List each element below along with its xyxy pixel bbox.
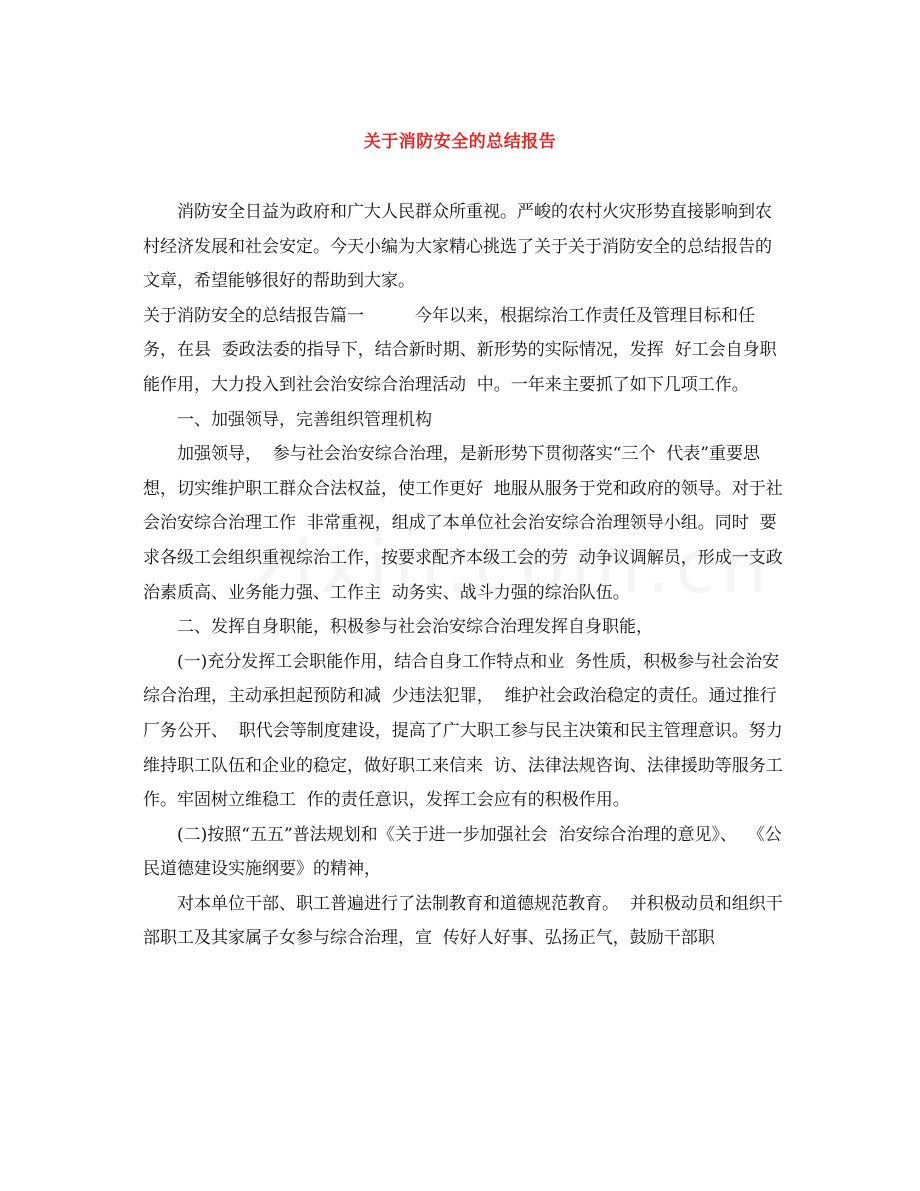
paragraph-leadership: 加强领导， 参与社会治安综合治理，是新形势下贯彻落实“三个 代表”重要思想，切实维护职工群众合法权益，使工作更好 地服从服务于党和政府的领导。对于社会治安综合治理工作 非常重视，组成了本单位社会治安综合治理领导小组。同时 要求各级工会组织重视综治工作，按要求配齐本级工会的劳 动争议调解员，形成一支政治素质高、业务能力强、工作主 动务实、战斗力强的综治队伍。 xyxy=(143,444,783,603)
paragraph-section-one-heading: 关于消防安全的总结报告篇一 今年以来，根据综治工作责任及管理目标和任务，在县 委政法委的指导下，结合新时期、新形势的实际情况，发挥 好工会自身职能作用，大力投入到社会治安综合治理活动 中。一年来主要抓了如下几项工作。 xyxy=(143,305,777,395)
document-title: 关于消防安全的总结报告 xyxy=(363,132,557,152)
paragraph-intro: 消防安全日益为政府和广大人民群众所重视。严峻的农村火灾形势直接影响到农村经济发展和社会安定。今天小编为大家精心挑选了关于关于消防安全的总结报告的文章，希望能够很好的帮助到大家。 xyxy=(143,202,772,292)
paragraph-item-1: (一)充分发挥工会职能作用，结合自身工作特点和业 务性质，积极参与社会治安综合治理，主动承担起预防和减 少违法犯罪， 维护社会政治稳定的责任。通过推行厂务公开、 职代会等制度建设，提高了广大职工参与民主决策和民主管理意识。努力维持职工队伍和企业的稳定，做好职工来信来 访、法律法规咨询、法律援助等服务工作。牢固树立维稳工 作的责任意识，发挥工会应有的积极作用。 xyxy=(143,651,783,811)
paragraph-item-2: (二)按照“五五”普法规划和《关于进一步加强社会 治安综合治理的意见》、 《公民道德建设实施纲要》的精神， xyxy=(143,824,782,880)
document-body xyxy=(143,195,783,956)
paragraph-education: 对本单位干部、职工普遍进行了法制教育和道德规范教育。 并积极动员和组织干部职工及其家属子女参与综合治理，宣 传好人好事、弘扬正气，鼓励干部职 xyxy=(143,893,783,949)
paragraph-heading-2: 二、发挥自身职能，积极参与社会治安综合治理发挥自身职能， xyxy=(177,617,653,638)
paragraph-heading-1: 一、加强领导，完善组织管理机构 xyxy=(177,409,432,430)
